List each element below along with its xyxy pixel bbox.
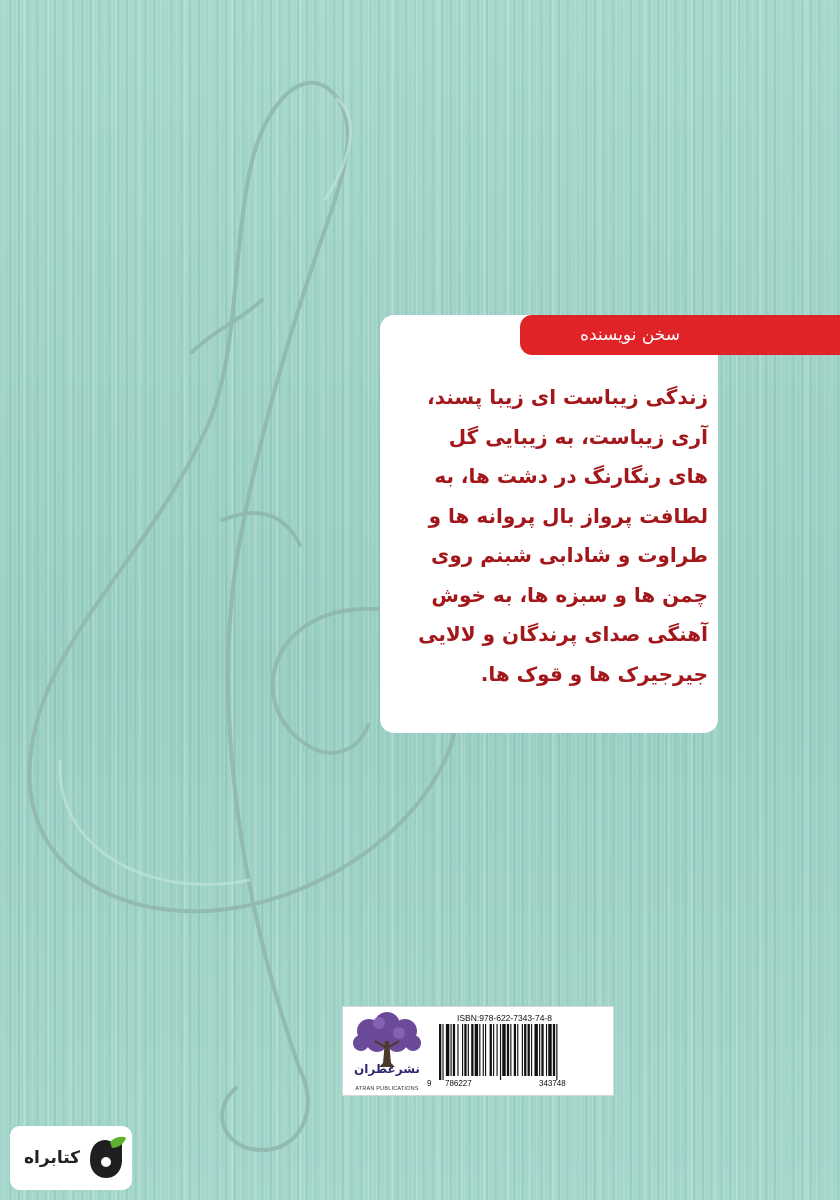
tree-icon bbox=[349, 1011, 425, 1093]
author-note-text bbox=[396, 378, 708, 694]
note-line: آری زیباست، به زیبایی گل bbox=[448, 424, 708, 449]
barcode-image bbox=[433, 1024, 603, 1080]
ketabrah-label: کتابراه bbox=[24, 1148, 81, 1168]
note-line: لطافت پرواز بال پروانه ها و bbox=[428, 503, 708, 528]
barcode-digits-left: 786227 bbox=[445, 1079, 472, 1088]
note-line: چمن ها و سبزه ها، به خوش bbox=[431, 582, 708, 607]
barcode-panel bbox=[342, 1006, 614, 1096]
note-line: جیرجیرک ها و قوک ها. bbox=[480, 661, 708, 686]
barcode-digits-right: 343748 bbox=[539, 1079, 566, 1088]
author-note-tab bbox=[520, 315, 840, 355]
ketabrah-logo-icon bbox=[86, 1134, 128, 1182]
isbn-label: ISBN:978-622-7343-74-8 bbox=[457, 1013, 552, 1023]
publisher-name-latin: ATRAN PUBLICATIONS bbox=[355, 1086, 419, 1092]
ketabrah-badge[interactable] bbox=[10, 1126, 132, 1190]
note-line: آهنگی صدای پرندگان و لالایی bbox=[418, 622, 708, 646]
note-line: طراوت و شادابی شبنم روی bbox=[431, 543, 708, 567]
publisher-name: نشرعطران bbox=[354, 1062, 420, 1076]
note-line: های رنگارنگ در دشت ها، به bbox=[434, 464, 708, 488]
note-line: زندگی زیباست ای زیبا پسند، bbox=[427, 385, 708, 409]
author-note-heading: سخن نویسنده bbox=[580, 325, 680, 345]
barcode-digit-first: 9 bbox=[427, 1079, 432, 1088]
